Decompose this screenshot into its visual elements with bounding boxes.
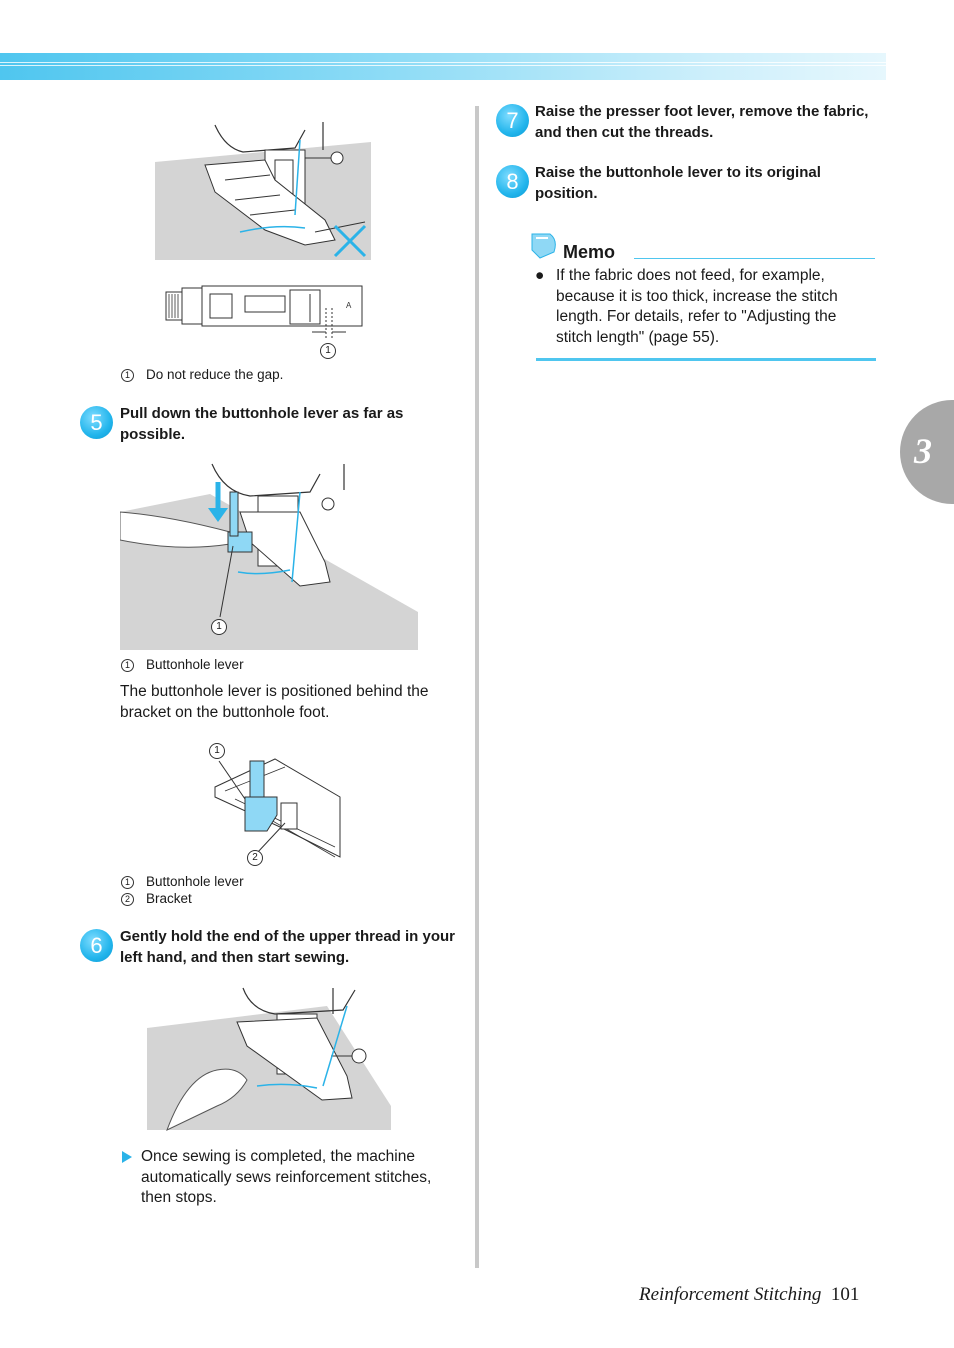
- caption-text: Do not reduce the gap.: [146, 367, 284, 382]
- callout-1: 1: [320, 343, 336, 359]
- memo-rule: [634, 258, 875, 259]
- figure-caption: [121, 656, 244, 673]
- body-paragraph: The buttonhole lever is positioned behind the bracket on the buttonhole foot.: [120, 683, 429, 721]
- caption-text: Buttonhole lever: [146, 657, 244, 672]
- step-7-badge: 7: [496, 104, 529, 137]
- figure-caption: [121, 890, 192, 907]
- figure-start-sewing: [147, 986, 391, 1132]
- caption-number: 1: [121, 876, 134, 889]
- footer-section-title: Reinforcement Stitching: [639, 1284, 822, 1305]
- step-6-badge: 6: [80, 929, 113, 962]
- memo-title: Memo: [563, 242, 616, 262]
- figure-presser-foot-gap: [155, 120, 371, 262]
- result-arrow-icon: [122, 1151, 132, 1163]
- page-number: 101: [830, 1284, 860, 1305]
- svg-text:A: A: [346, 301, 352, 310]
- memo-bottom-rule: [536, 358, 876, 361]
- memo-pin-icon: [528, 230, 560, 260]
- callout-1: 1: [211, 619, 227, 635]
- caption-number: 1: [121, 369, 134, 382]
- step-5-text: Pull down the buttonhole lever as far as possible.: [120, 405, 404, 443]
- callout-1: 1: [209, 743, 225, 759]
- memo-bullet-icon: ●: [535, 267, 545, 284]
- step-6-text: Gently hold the end of the upper thread in your left hand, and then start sewing.: [120, 928, 456, 966]
- step-7-text: Raise the presser foot lever, remove the fabric, and then cut the threads.: [535, 103, 869, 141]
- figure-buttonhole-foot: [160, 282, 370, 342]
- figure-caption: [121, 366, 283, 383]
- chapter-tab[interactable]: [900, 400, 954, 504]
- footer: [639, 1284, 859, 1306]
- caption-text: Bracket: [146, 891, 192, 906]
- memo-text: If the fabric does not feed, for example, because it is too thick, increase the stitch length. For details, refer to "Adjusting the stitch length" (page 55).: [556, 267, 838, 346]
- figure-caption: [121, 873, 244, 890]
- caption-number: 2: [121, 893, 134, 906]
- caption-text: Buttonhole lever: [146, 874, 244, 889]
- column-divider: [475, 106, 479, 1268]
- header-band: [0, 53, 886, 80]
- step-5-badge: 5: [80, 406, 113, 439]
- step-8-badge: 8: [496, 165, 529, 198]
- result-text: Once sewing is completed, the machine automatically sews reinforcement stitches, then stops.: [141, 1148, 432, 1206]
- chapter-number: 3: [914, 431, 932, 471]
- figure-pull-lever: [120, 462, 418, 652]
- caption-number: 1: [121, 659, 134, 672]
- figure-lever-bracket: [205, 757, 345, 859]
- callout-2: 2: [247, 850, 263, 866]
- step-8-text: Raise the buttonhole lever to its original position.: [535, 164, 821, 202]
